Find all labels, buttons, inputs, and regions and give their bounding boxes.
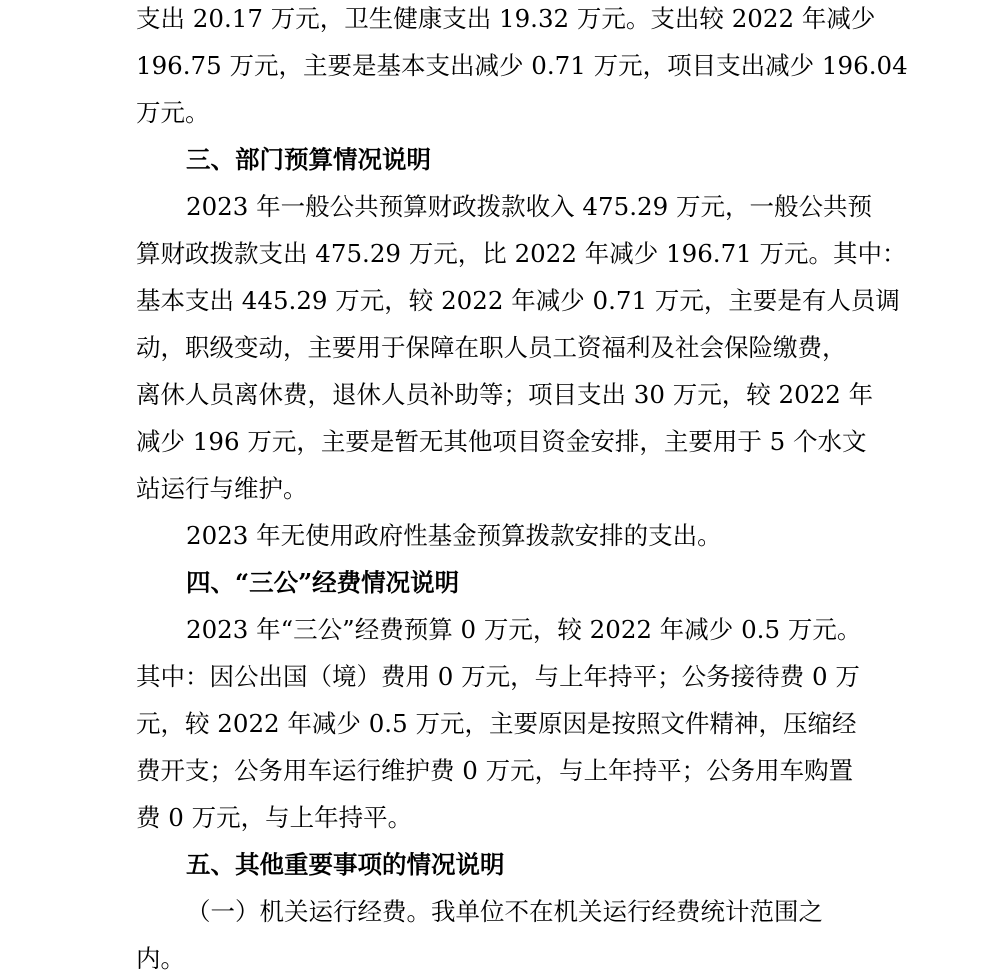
body-text-line: 2023 年一般公共预算财政拨款收入 475.29 万元，一般公共预 [186,192,872,221]
body-text-line: 动，职级变动，主要用于保障在职人员工资福利及社会保险缴费， [136,333,847,362]
section-heading-three-public: 四、“三公”经费情况说明 [186,568,460,597]
body-text-line: 基本支出 445.29 万元，较 2022 年减少 0.71 万元，主要是有人员调 [136,286,900,315]
body-text-line: 站运行与维护。 [136,474,308,503]
body-text-line: 196.75 万元，主要是基本支出减少 0.71 万元，项目支出减少 196.04 [136,51,908,80]
body-text-line: 算财政拨款支出 475.29 万元，比 2022 年减少 196.71 万元。其中： [136,239,907,268]
body-text-line: 支出 20.17 万元，卫生健康支出 19.32 万元。支出较 2022 年减少 [136,4,876,33]
body-text-line: 2023 年“三公”经费预算 0 万元，较 2022 年减少 0.5 万元。 [186,615,862,644]
section-heading-budget: 三、部门预算情况说明 [186,145,431,174]
body-text-line: 其中：因公出国（境）费用 0 万元，与上年持平；公务接待费 0 万 [136,662,860,691]
body-text-line: 费开支；公务用车运行维护费 0 万元，与上年持平；公务用车购置 [136,756,854,785]
body-text-line: （一）机关运行经费。我单位不在机关运行经费统计范围之 [186,897,823,926]
body-text-line: 元，较 2022 年减少 0.5 万元，主要原因是按照文件精神，压缩经 [136,709,857,738]
body-text-line: 费 0 万元，与上年持平。 [136,803,413,832]
body-text-line: 2023 年无使用政府性基金预算拨款安排的支出。 [186,521,722,550]
body-text-line: 离休人员离休费，退休人员补助等；项目支出 30 万元，较 2022 年 [136,380,874,409]
body-text-line: 万元。 [136,98,210,127]
body-text-line: 内。 [136,944,185,973]
section-heading-other-matters: 五、其他重要事项的情况说明 [186,850,505,879]
body-text-line: 减少 196 万元，主要是暂无其他项目资金安排，主要用于 5 个水文 [136,427,867,456]
